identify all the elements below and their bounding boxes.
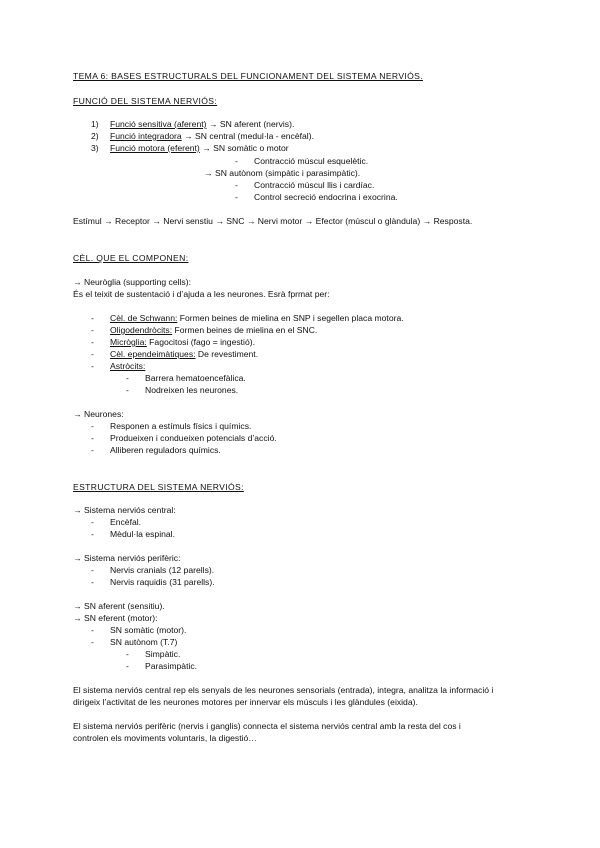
- bullet-dash: -: [91, 313, 94, 323]
- term: Funció integradora: [110, 131, 182, 141]
- section-heading-cells: CÈL. QUE EL COMPONEN:: [73, 253, 189, 263]
- term-desc: De revestiment.: [195, 349, 259, 359]
- list-number: 3): [91, 143, 99, 153]
- list-item: SN somàtic (motor).: [110, 625, 187, 635]
- bullet-dash: -: [91, 337, 94, 347]
- list-item: [110, 131, 314, 142]
- periferic-title: → Sistema nerviós perifèric:: [73, 553, 181, 563]
- paragraph-line: El sistema nerviós central rep els senyals de les neurones sensorials (entrada), integra, analitza la informació i: [73, 685, 494, 695]
- term-desc: Formen beines de mielina en SNP i segellen placa motora.: [177, 313, 404, 323]
- term: Cèl. ependeimàtiques:: [110, 349, 196, 359]
- sub-item: Barrera hematoencefàlica.: [145, 373, 246, 383]
- bullet-dash: -: [91, 529, 94, 539]
- sub-item: Contracció múscul esquelètic.: [254, 156, 369, 166]
- list-item: [110, 325, 317, 336]
- list-item: [110, 361, 145, 372]
- bullet-dash: -: [126, 385, 129, 395]
- term: Funció motora (eferent): [110, 143, 200, 153]
- bullet-dash: -: [126, 649, 129, 659]
- term-desc: → SN aferent (nervis).: [206, 119, 295, 129]
- section-heading-structure: ESTRUCTURA DEL SISTEMA NERVIÓS:: [73, 482, 244, 492]
- bullet-dash: -: [91, 565, 94, 575]
- list-number: 1): [91, 119, 99, 129]
- term: Astròcits:: [110, 361, 146, 371]
- paragraph-line: dirigeix l’activitat de les neurones motores per innervar els músculs i les glàndules (eixida).: [73, 697, 418, 707]
- list-number: 2): [91, 131, 99, 141]
- bullet-dash: -: [126, 373, 129, 383]
- list-item: [110, 349, 258, 360]
- bullet-dash: -: [91, 517, 94, 527]
- list-item: Mèdul·la espinal.: [110, 529, 175, 539]
- neuroglia-desc: És el teixit de sustentació i d’ajuda a les neurones. Esrà fprmat per:: [73, 289, 330, 299]
- neuroglia-title: → Neuròglia (supporting cells):: [73, 277, 191, 287]
- bullet-dash: -: [91, 349, 94, 359]
- bullet-dash: -: [235, 192, 238, 202]
- term-desc: Formen beines de mielina en el SNC.: [172, 325, 318, 335]
- bullet-dash: -: [91, 361, 94, 371]
- paragraph-line: controlen els moviments voluntaris, la digestió…: [73, 733, 257, 743]
- bullet-dash: -: [91, 421, 94, 431]
- bullet-dash: -: [91, 637, 94, 647]
- term: Micròglia:: [110, 337, 147, 347]
- list-item: Nervis cranials (12 parells).: [110, 565, 215, 575]
- paragraph-line: El sistema nerviós perifèric (nervis i ganglis) connecta el sistema nerviós central amb la resta del cos i: [73, 721, 461, 731]
- term-desc: → SN somàtic o motor: [199, 143, 289, 153]
- bullet-dash: -: [126, 661, 129, 671]
- sub-item: Control secreció endocrina i exocrina.: [254, 192, 398, 202]
- neurones-title: → Neurones:: [73, 409, 124, 419]
- list-item: [110, 313, 404, 324]
- sub-item: Contracció múscul llis i cardíac.: [254, 180, 375, 190]
- term-desc: → SN central (medul·la - encèfal).: [181, 131, 314, 141]
- document-title: TEMA 6: BASES ESTRUCTURALS DEL FUNCIONAMENT DEL SISTEMA NERVIÓS.: [73, 71, 423, 81]
- sub-item: Parasimpàtic.: [145, 661, 198, 671]
- list-item: [110, 337, 255, 348]
- term: Funció sensitiva (aferent): [110, 119, 207, 129]
- bullet-dash: -: [235, 156, 238, 166]
- list-item: Alliberen reguladors químics.: [110, 445, 221, 455]
- section-heading-function: FUNCIÓ DEL SISTEMA NERVIÓS:: [73, 96, 218, 106]
- bullet-dash: -: [91, 445, 94, 455]
- eferent-line: → SN eferent (motor):: [73, 613, 158, 623]
- reflex-chain: Estímul → Receptor → Nervi senstiu → SNC → Nervi motor → Efector (múscul o glàndula) → Resposta.: [73, 216, 473, 226]
- bullet-dash: -: [91, 433, 94, 443]
- list-item: Nervis raquidis (31 parells).: [110, 577, 215, 587]
- term: Oligodendròcits:: [110, 325, 173, 335]
- central-title: → Sistema nerviós central:: [73, 505, 176, 515]
- sub-item: Nodreixen les neurones.: [145, 385, 239, 395]
- term-desc: Fagocitosi (fago = ingestió).: [146, 337, 255, 347]
- list-item: SN autònom (T.7): [110, 637, 178, 647]
- list-item: Responen a estímuls físics i químics.: [110, 421, 252, 431]
- autonom-line: → SN autònom (simpàtic i parasimpàtic).: [204, 168, 361, 178]
- bullet-dash: -: [235, 180, 238, 190]
- bullet-dash: -: [91, 577, 94, 587]
- list-item: Encèfal.: [110, 517, 142, 527]
- list-item: Produeixen i condueixen potencials d’acció.: [110, 433, 277, 443]
- term: Cèl. de Schwann:: [110, 313, 178, 323]
- list-item: [110, 119, 294, 130]
- bullet-dash: -: [91, 325, 94, 335]
- bullet-dash: -: [91, 625, 94, 635]
- list-item: [110, 143, 289, 154]
- aferent-line: → SN aferent (sensitiu).: [73, 601, 165, 611]
- sub-item: Simpàtic.: [145, 649, 181, 659]
